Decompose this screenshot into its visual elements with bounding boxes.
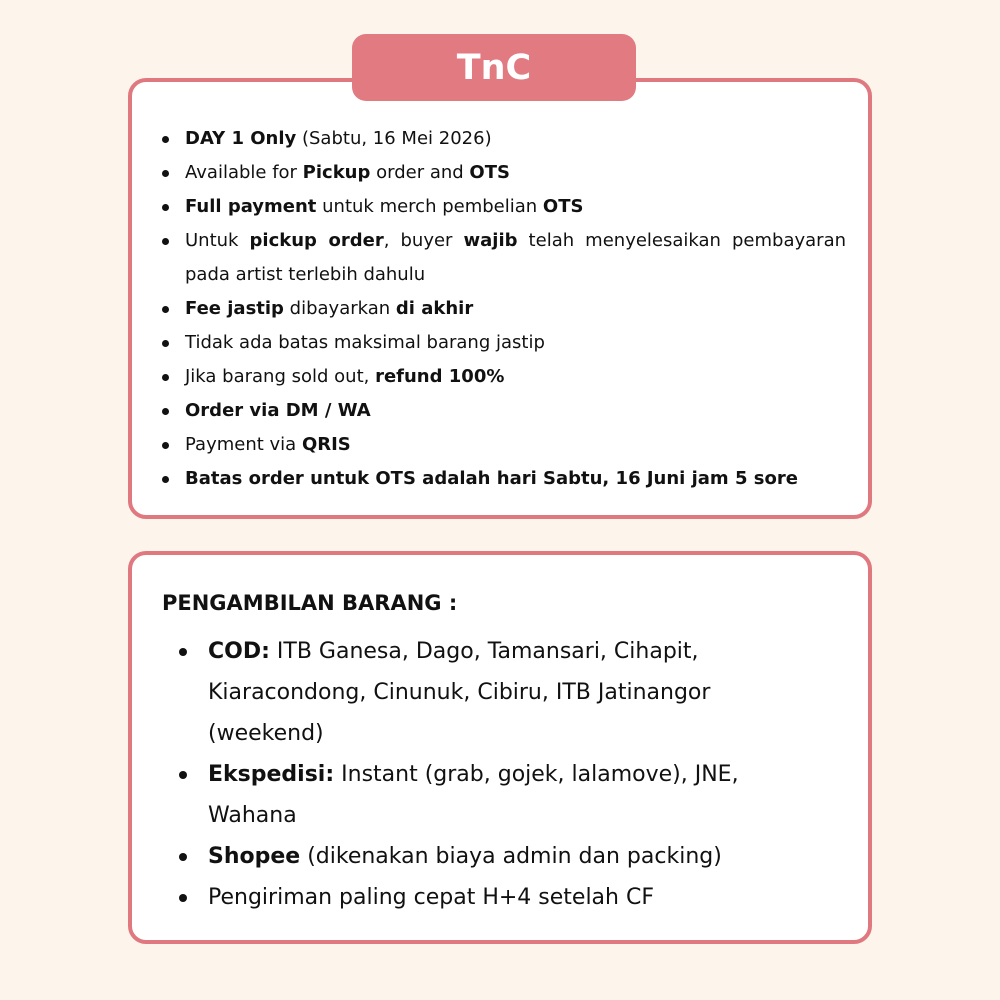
bold-text: wajib bbox=[463, 230, 518, 251]
bullet-icon bbox=[162, 204, 169, 211]
item-text: untuk merch pembelian bbox=[316, 196, 543, 217]
title-tab bbox=[352, 34, 636, 101]
bullet-icon bbox=[162, 442, 169, 449]
bullet-icon bbox=[179, 853, 187, 861]
list-item bbox=[162, 428, 846, 462]
bold-text: Ekspedisi: bbox=[208, 762, 335, 787]
bullet-icon bbox=[179, 648, 187, 656]
bold-text: Pickup bbox=[302, 162, 371, 183]
item-text: dibayarkan bbox=[283, 298, 396, 319]
bold-text: OTS bbox=[542, 196, 584, 217]
item-text: Tidak ada batas maksimal barang jastip bbox=[185, 332, 545, 353]
pickup-list bbox=[179, 631, 819, 918]
bullet-icon bbox=[179, 894, 187, 902]
list-item bbox=[162, 360, 846, 394]
tnc-list bbox=[162, 122, 846, 496]
bullet-icon bbox=[162, 170, 169, 177]
item-text: (Sabtu, 16 Mei 2026) bbox=[296, 128, 492, 149]
bullet-icon bbox=[162, 408, 169, 415]
list-item bbox=[162, 224, 846, 292]
item-text: telah menyelesaikan pembayaran pada artist terlebih dahulu bbox=[185, 230, 847, 285]
bullet-icon bbox=[162, 306, 169, 313]
tnc-card bbox=[128, 78, 872, 519]
list-item bbox=[179, 836, 819, 877]
list-item bbox=[162, 190, 846, 224]
bold-text: QRIS bbox=[301, 434, 351, 455]
list-item bbox=[162, 394, 846, 428]
item-text: Payment via bbox=[185, 434, 302, 455]
pickup-card bbox=[128, 551, 872, 944]
bold-text: Fee jastip bbox=[185, 298, 284, 319]
bold-text: Batas order untuk OTS adalah hari Sabtu, 16 Juni jam 5 sore bbox=[185, 468, 798, 489]
bold-text: Shopee bbox=[208, 844, 301, 869]
list-item bbox=[162, 292, 846, 326]
bold-text: refund 100% bbox=[375, 366, 505, 387]
bold-text: COD: bbox=[208, 639, 270, 664]
bold-text: di akhir bbox=[395, 298, 474, 319]
bold-text: Order via DM / WA bbox=[185, 400, 371, 421]
bold-text: pickup order bbox=[249, 230, 384, 251]
pickup-heading: PENGAMBILAN BARANG : bbox=[162, 591, 458, 615]
item-text: Pengiriman paling cepat H+4 setelah CF bbox=[208, 885, 654, 910]
item-text: , buyer bbox=[383, 230, 464, 251]
bullet-icon bbox=[179, 771, 187, 779]
item-text: Untuk bbox=[185, 230, 250, 251]
bullet-icon bbox=[162, 374, 169, 381]
item-text: Instant (grab, gojek, lalamove), JNE, Wahana bbox=[208, 762, 739, 828]
bold-text: DAY 1 Only bbox=[185, 128, 297, 149]
item-text: Jika barang sold out, bbox=[185, 366, 376, 387]
list-item bbox=[162, 156, 846, 190]
bold-text: Full payment bbox=[185, 196, 317, 217]
item-text: ITB Ganesa, Dago, Tamansari, Cihapit, Kiaracondong, Cinunuk, Cibiru, ITB Jatinangor (weekend) bbox=[208, 639, 711, 746]
bullet-icon bbox=[162, 340, 169, 347]
list-item bbox=[179, 631, 819, 754]
bullet-icon bbox=[162, 476, 169, 483]
list-item bbox=[179, 754, 819, 836]
bullet-icon bbox=[162, 238, 169, 245]
bullet-icon bbox=[162, 136, 169, 143]
item-text: (dikenakan biaya admin dan packing) bbox=[300, 844, 722, 869]
list-item bbox=[179, 877, 819, 918]
page-title: TnC bbox=[456, 47, 532, 88]
bold-text: OTS bbox=[469, 162, 510, 183]
item-text: Available for bbox=[185, 162, 303, 183]
item-text: order and bbox=[370, 162, 470, 183]
list-item bbox=[162, 462, 846, 496]
list-item bbox=[162, 326, 846, 360]
list-item bbox=[162, 122, 846, 156]
